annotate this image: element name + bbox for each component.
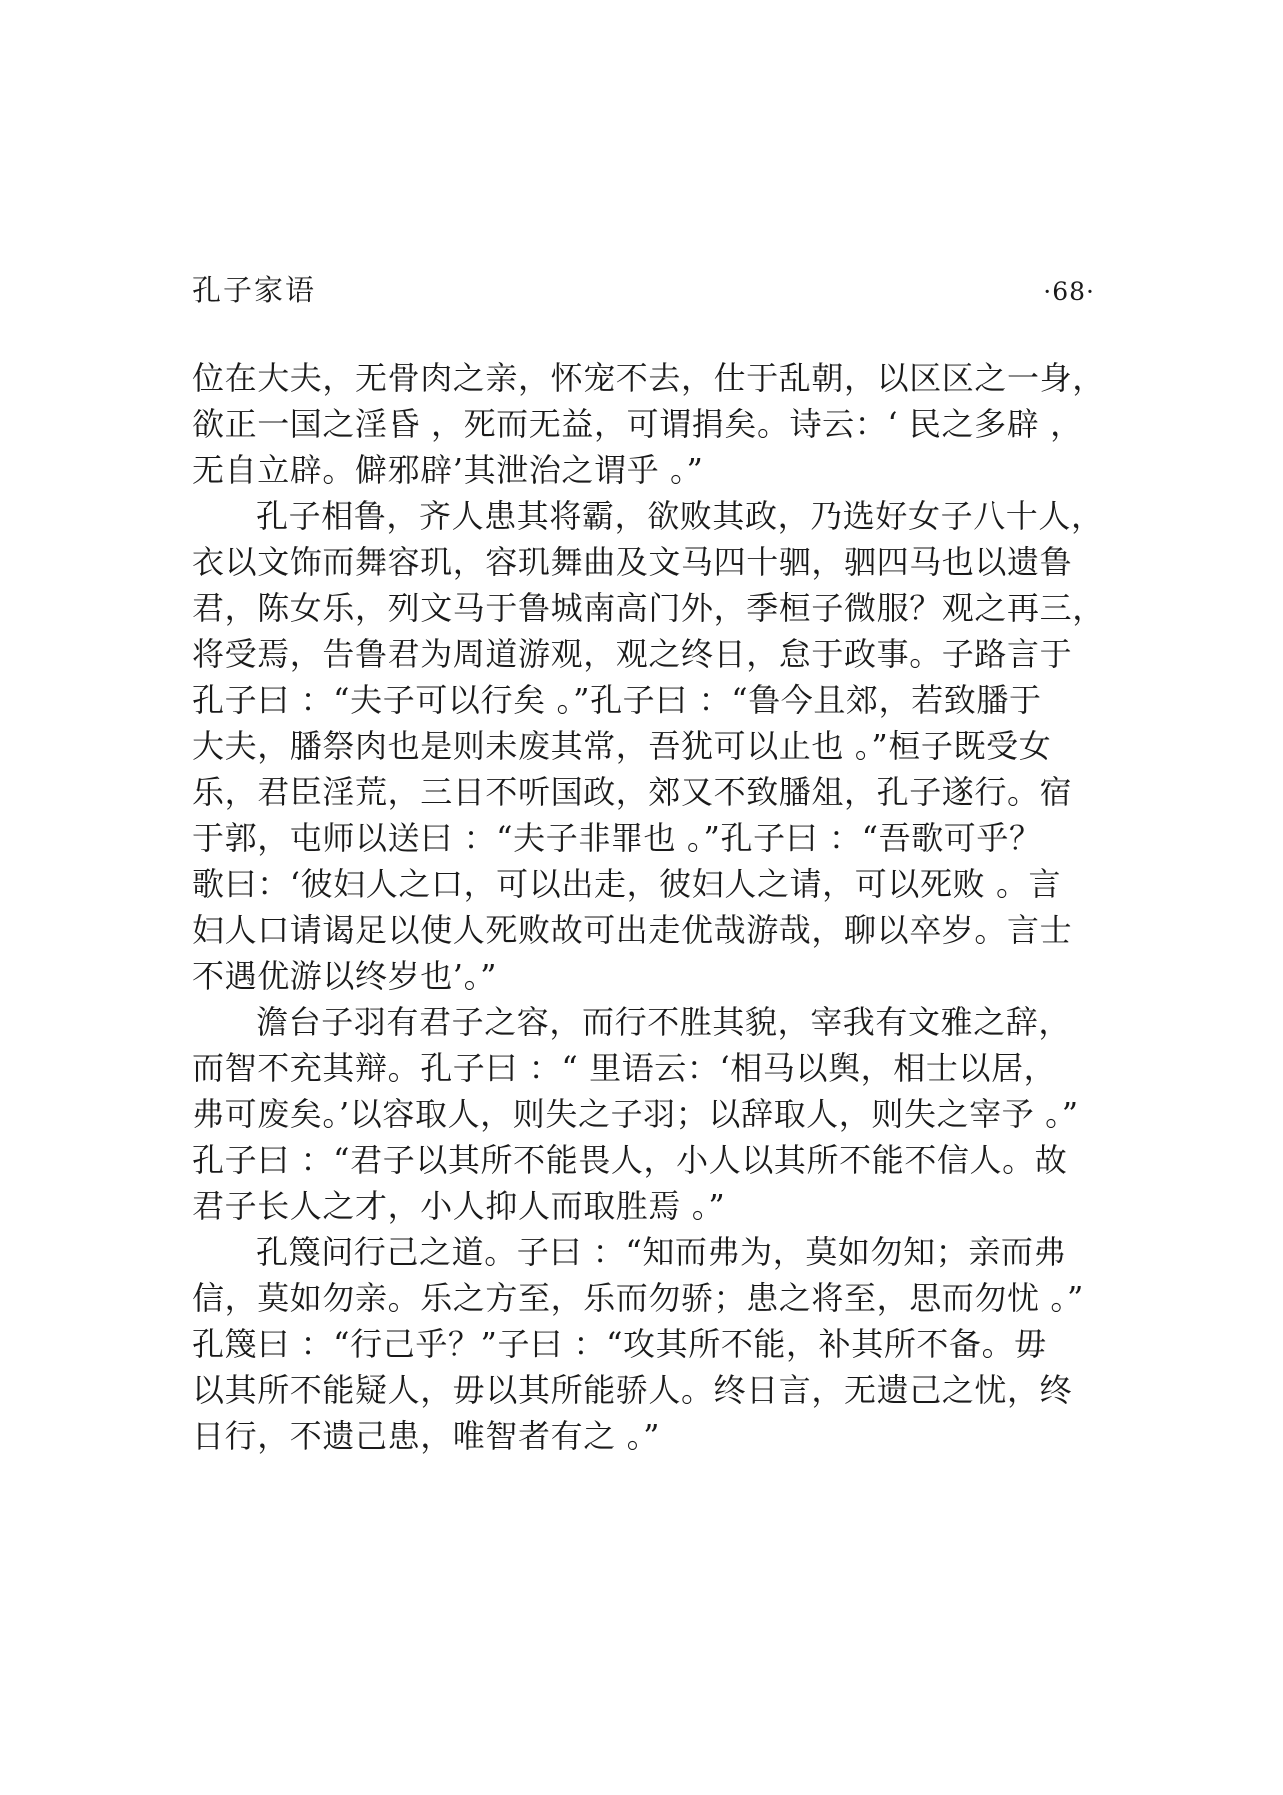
page-header: [192, 268, 1095, 308]
text-line: 以其所不能疑人，毋以其所能骄人。终日言，无遗己之忧，终: [192, 1371, 1073, 1409]
text-line: 乐，君臣淫荒，三日不听国政，郊又不致膰俎，孔子遂行。宿: [192, 773, 1073, 811]
text-line: 弗可废矣。’以容取人，则失之子羽；以辞取人，则失之宰予 。”: [192, 1095, 1079, 1133]
book-title: 孔子家语: [192, 273, 317, 307]
text-line: 不遇优游以终岁也’。”: [192, 957, 498, 995]
text-line: 孔子曰 ：“夫子可以行矣 。”孔子曰 ：“鲁今且郊，若致膰于: [192, 681, 1042, 719]
text-line: 妇人口请谒足以使人死败故可出走优哉游哉，聊以卒岁。言士: [192, 911, 1073, 949]
text-line: 孔子相鲁，齐人患其将霸，欲败其政，乃选好女子八十人，: [256, 497, 1104, 535]
text-line: 大夫，膰祭肉也是则未废其常，吾犹可以止也 。”桓子既受女: [192, 727, 1052, 765]
text-line: 欲正一国之淫昏 ，死而无益，可谓捐矣。诗云：‘ 民之多辟 ，: [192, 405, 1083, 443]
page-number: ·68·: [1043, 277, 1095, 306]
text-line: 君，陈女乐，列文马于鲁城南高门外，季桓子微服？观之再三，: [192, 589, 1105, 627]
text-line: 澹台子羽有君子之容，而行不胜其貌，宰我有文雅之辞，: [256, 1003, 1072, 1041]
text-line: 衣以文饰而舞容玑，容玑舞曲及文马四十驷，驷四马也以遗鲁: [192, 543, 1073, 581]
text-line: 君子长人之才，小人抑人而取胜焉 。”: [192, 1187, 726, 1225]
body-text: [192, 355, 1105, 1459]
text-line: 无自立辟。僻邪辟’其泄治之谓乎 。”: [192, 451, 704, 489]
text-line: 将受焉，告鲁君为周道游观，观之终日，怠于政事。子路言于: [192, 635, 1073, 673]
text-line: 于郭，屯师以送曰 ：“夫子非罪也 。”孔子曰 ：“吾歌可乎？: [192, 819, 1042, 857]
text-line: 信，莫如勿亲。乐之方至，乐而勿骄；患之将至，思而勿忧 。”: [192, 1279, 1084, 1317]
text-line: 歌曰：‘彼妇人之口，可以出走，彼妇人之请，可以死败 。言: [192, 865, 1062, 903]
text-line: 而智不充其辩。孔子曰 ：“ 里语云：‘相马以舆，相士以居，: [192, 1049, 1057, 1087]
text-line: 孔篾问行己之道。子曰 ：“知而弗为，莫如勿知；亲而弗: [256, 1233, 1067, 1271]
text-line: 孔篾曰 ：“行己乎？”子曰 ：“攻其所不能，补其所不备。毋: [192, 1325, 1047, 1363]
text-line: 孔子曰 ：“君子以其所不能畏人，小人以其所不能不信人。故: [192, 1141, 1068, 1179]
text-line: 位在大夫，无骨肉之亲，怀宠不去，仕于乱朝，以区区之一身，: [192, 359, 1105, 397]
text-line: 日行，不遗己患，唯智者有之 。”: [192, 1417, 661, 1455]
